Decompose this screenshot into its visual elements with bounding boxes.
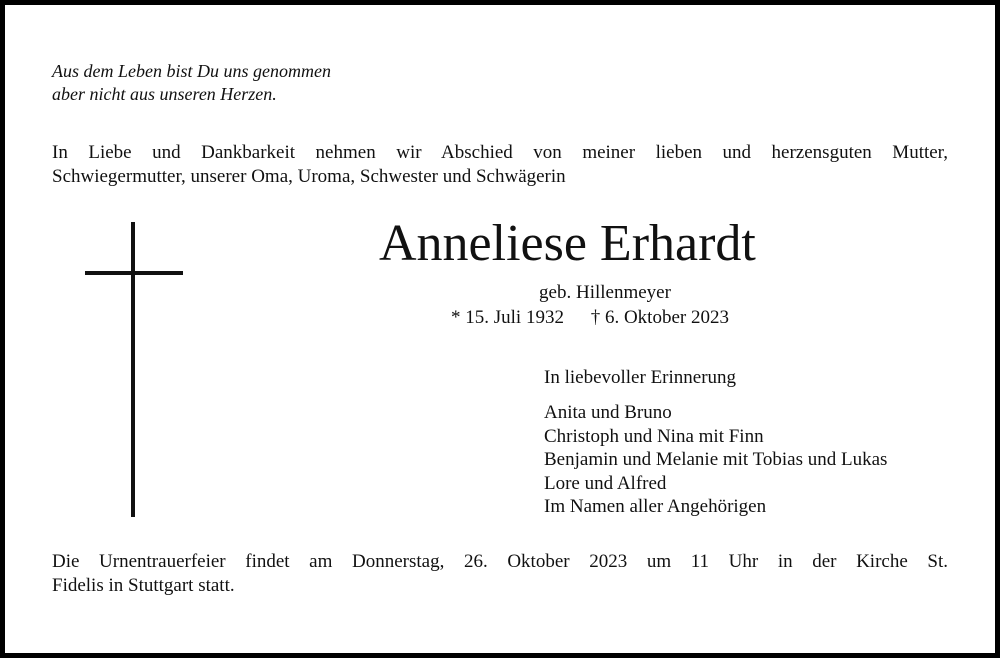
intro-text [52, 141, 948, 189]
mourner-item: Benjamin und Melanie mit Tobias und Lukas [544, 449, 888, 470]
mourner-item: Anita und Bruno [544, 402, 672, 423]
motto-quote [52, 60, 331, 106]
funeral-line-1: Die Urnentrauerfeier findet am Donnerstag, 26. Oktober 2023 um 11 Uhr in der Kirche St. [52, 551, 948, 572]
intro-line-2: Schwiegermutter, unserer Oma, Uroma, Schwester und Schwägerin [52, 166, 566, 187]
death-date: † 6. Oktober 2023 [590, 307, 729, 328]
intro-line-1: In Liebe und Dankbarkeit nehmen wir Abschied von meiner lieben und herzensguten Mutter, [52, 142, 948, 163]
funeral-info [52, 550, 948, 598]
motto-line-2: aber nicht aus unseren Herzen. [52, 84, 277, 104]
life-dates [451, 306, 729, 330]
mourner-item: Christoph und Nina mit Finn [544, 425, 764, 447]
cross-icon-horizontal-bar [85, 271, 183, 275]
mourner-item: Im Namen aller Angehörigen [544, 496, 767, 517]
mourner-item: Lore und Alfred [544, 472, 667, 494]
birth-name: geb. Hillenmeyer [539, 282, 671, 303]
cross-icon-vertical-bar [131, 222, 135, 517]
motto-line-1: Aus dem Leben bist Du uns genommen [52, 61, 331, 81]
funeral-line-2: Fidelis in Stuttgart statt. [52, 575, 235, 596]
deceased-name: Anneliese Erhardt [379, 215, 756, 272]
remembrance-heading: In liebevoller Erinnerung [544, 367, 737, 388]
birth-date: * 15. Juli 1932 [451, 307, 564, 328]
mourners-list [544, 401, 887, 519]
